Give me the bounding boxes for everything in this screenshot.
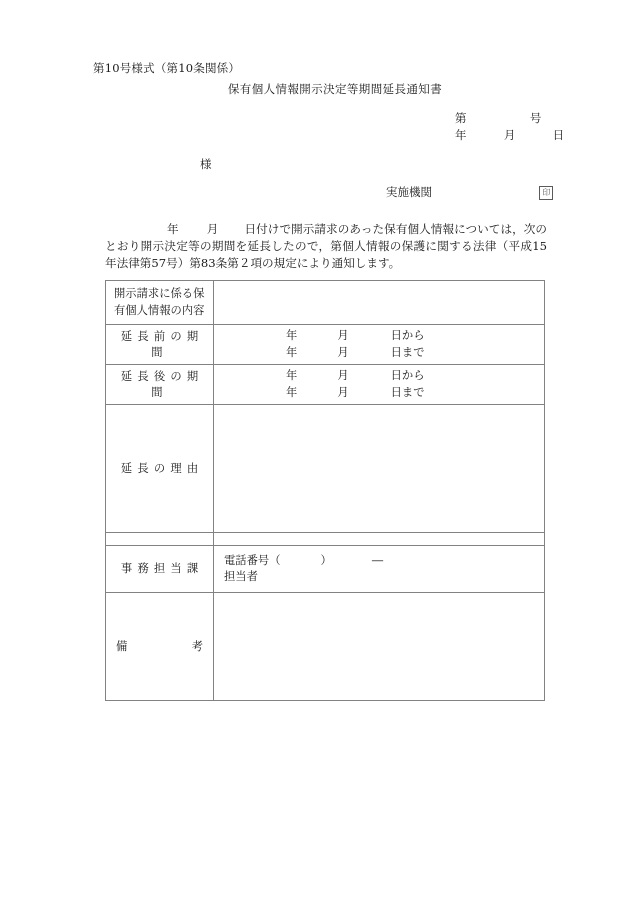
period-after-from-year: 年 — [286, 369, 298, 383]
phone-paren-open: （ — [269, 553, 281, 567]
note-value-cell[interactable] — [214, 593, 545, 701]
reason-value — [214, 465, 544, 473]
period-after-from — [214, 368, 544, 384]
phone-dash: ― — [371, 553, 384, 567]
office-label: 事務担当課 — [120, 562, 204, 575]
period-before-from-year: 年 — [286, 329, 298, 343]
reason-label: 延長の理由 — [120, 461, 204, 475]
issue-date-year: 年 — [455, 128, 467, 142]
body-text: 日付けで開示請求のあった保有個人情報については，次のとおり開示決定等の期間を延長したので，第個人情報の保護に関する法律（平成15年法律第57号）第83条第２項の規定により通知します。 — [105, 222, 547, 271]
period-after-from-month: 月 — [337, 369, 349, 383]
issue-date-line — [455, 127, 564, 143]
body-date-year: 年 — [167, 222, 179, 236]
table-row-period-before — [106, 325, 545, 365]
body-date-month: 月 — [206, 222, 219, 236]
table-row-content — [106, 281, 545, 325]
content-label-line1: 開示請求に係る保 — [114, 287, 205, 300]
period-before-label: 延長前の期間 — [120, 329, 204, 359]
table-row-period-after — [106, 365, 545, 405]
reason-label-cell — [106, 405, 214, 533]
content-value — [214, 299, 544, 307]
office-label-cell — [106, 546, 214, 593]
reason-value-cell[interactable] — [214, 405, 545, 533]
content-label-cell — [106, 281, 214, 325]
period-before-from — [214, 328, 544, 344]
table-row-office — [106, 546, 545, 593]
period-before-from-day: 日から — [390, 329, 425, 343]
issuer-label: 実施機関 — [386, 185, 432, 199]
phone-paren-close: ） — [320, 553, 332, 567]
period-after-to-day: 日まで — [390, 385, 425, 399]
office-phone-line — [224, 553, 534, 570]
reference-number-suffix: 号 — [529, 111, 542, 125]
office-person-label: 担当者 — [224, 570, 258, 583]
table-row-note — [106, 593, 545, 701]
table-row-spacer — [106, 533, 545, 546]
reference-number-line — [455, 110, 541, 126]
period-after-to — [214, 385, 544, 401]
period-after-label: 延長後の期間 — [120, 369, 204, 399]
period-before-to-year: 年 — [286, 345, 298, 359]
period-after-to-month: 月 — [337, 385, 349, 399]
period-after-label-cell — [106, 365, 214, 405]
notification-table — [105, 280, 545, 701]
note-label-cell — [106, 593, 214, 701]
period-before-to — [214, 345, 544, 361]
note-label: 備考 — [116, 639, 203, 653]
period-after-value-cell[interactable] — [214, 365, 545, 405]
issuer-line — [386, 184, 553, 200]
office-contact — [214, 549, 544, 590]
period-before-to-day: 日まで — [390, 345, 425, 359]
addressee-honorific: 様 — [200, 157, 212, 171]
body-paragraph — [105, 221, 547, 273]
seal-icon: 印 — [539, 186, 553, 200]
phone-label: 電話番号 — [224, 553, 270, 567]
document-title: 保有個人情報開示決定等期間延長通知書 — [227, 82, 443, 96]
period-before-from-month: 月 — [337, 329, 349, 343]
period-before-value-cell[interactable] — [214, 325, 545, 365]
content-value-cell[interactable] — [214, 281, 545, 325]
office-value-cell[interactable] — [214, 546, 545, 593]
content-label — [106, 281, 213, 324]
content-label-line2: 有個人情報の内容 — [114, 303, 205, 317]
issue-date-month: 月 — [503, 128, 516, 142]
note-value — [214, 643, 544, 651]
spacer-value-cell — [214, 533, 545, 546]
spacer-label-cell — [106, 533, 214, 546]
form-number: 第10号様式（第10条関係） — [93, 61, 241, 75]
table-row-reason — [106, 405, 545, 533]
period-before-label-cell — [106, 325, 214, 365]
period-before-to-month: 月 — [337, 345, 349, 359]
period-after-to-year: 年 — [286, 385, 298, 399]
issue-date-day: 日 — [552, 128, 565, 142]
reference-number-prefix: 第 — [455, 111, 467, 125]
period-after-from-day: 日から — [390, 369, 425, 383]
